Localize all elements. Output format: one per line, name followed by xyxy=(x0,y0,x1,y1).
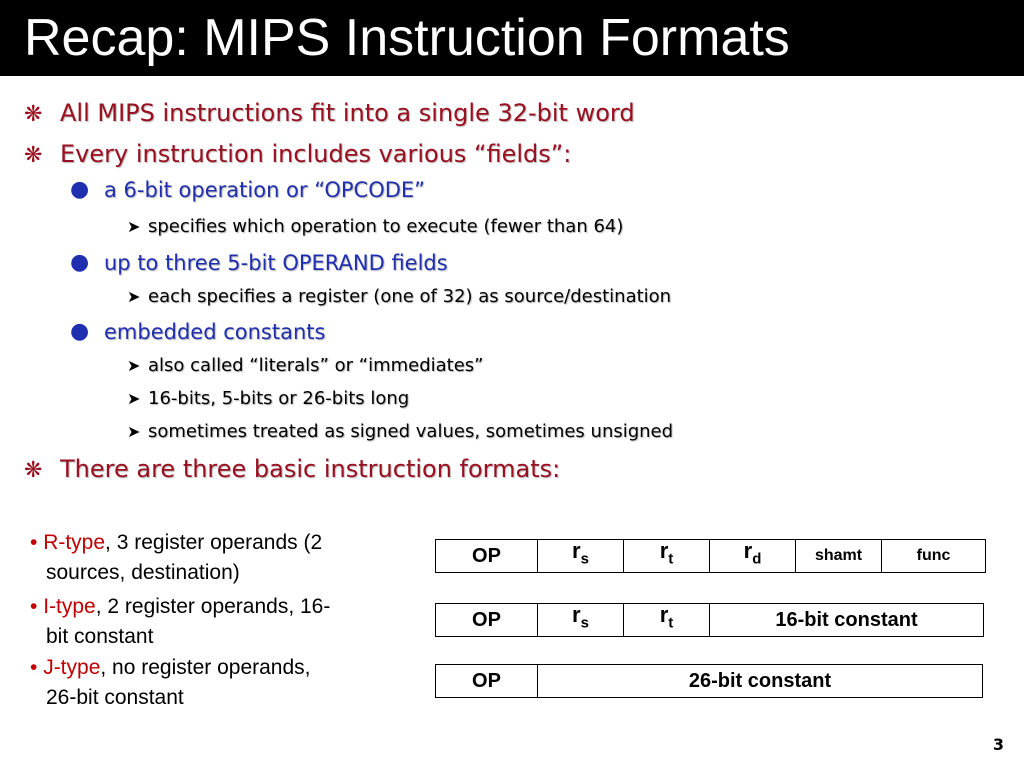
dot-bullet-icon: • xyxy=(30,531,44,554)
shamt-field: shamt xyxy=(796,540,882,573)
j-type-name: J-type xyxy=(43,656,101,679)
dot-bullet-icon: ● xyxy=(70,319,90,344)
bullet-text: embedded constants xyxy=(104,320,326,344)
j-type-desc-line1: , no register operands, xyxy=(100,656,311,679)
dot-bullet-icon: ● xyxy=(70,250,90,275)
op-field: OP xyxy=(436,604,538,637)
r-type-desc-line2: sources, destination) xyxy=(46,561,240,584)
rt-field: $r_t$ xyxy=(624,604,710,637)
rs-field: $r_s$ xyxy=(538,540,624,573)
asterisk-bullet-icon: ❋ xyxy=(24,143,43,168)
constant-field: 16-bit constant xyxy=(710,604,984,637)
rd-field: $r_d$ xyxy=(710,540,796,573)
bullet-text: Every instruction includes various “fields”: xyxy=(60,140,572,168)
op-field: OP xyxy=(436,540,538,573)
asterisk-bullet-icon: ❋ xyxy=(24,102,43,127)
bullet-text: also called “literals” or “immediates” xyxy=(148,355,484,376)
i-type-description xyxy=(30,592,330,652)
r-type-description xyxy=(30,528,322,588)
bullet-text: a 6-bit operation or “OPCODE” xyxy=(104,178,426,202)
arrow-bullet-icon: ➤ xyxy=(127,422,141,441)
op-field: OP xyxy=(436,665,538,698)
i-type-desc-line2: bit constant xyxy=(46,625,154,648)
asterisk-bullet-icon: ❋ xyxy=(24,458,43,483)
arrow-bullet-icon: ➤ xyxy=(127,287,141,306)
bullet-text: 16-bits, 5-bits or 26-bits long xyxy=(148,388,410,409)
rs-field: $r_s$ xyxy=(538,604,624,637)
dot-bullet-icon: • xyxy=(30,656,44,679)
arrow-bullet-icon: ➤ xyxy=(127,217,141,236)
rt-field: $r_t$ xyxy=(624,540,710,573)
dot-bullet-icon: • xyxy=(30,595,44,618)
j-type-description xyxy=(30,653,311,713)
r-type-diagram xyxy=(435,539,986,573)
dot-bullet-icon: ● xyxy=(70,177,90,202)
i-type-diagram xyxy=(435,603,984,637)
bullet-text: There are three basic instruction formats: xyxy=(60,455,561,483)
j-type-desc-line2: 26-bit constant xyxy=(46,686,184,709)
title-bar xyxy=(0,0,1024,76)
bullet-text: each specifies a register (one of 32) as source/destination xyxy=(148,286,672,307)
constant-field: 26-bit constant xyxy=(538,665,983,698)
r-type-name: R-type xyxy=(43,531,106,554)
arrow-bullet-icon: ➤ xyxy=(127,356,141,375)
page-number: 3 xyxy=(992,735,1004,754)
bullet-text: up to three 5-bit OPERAND fields xyxy=(104,251,448,275)
arrow-bullet-icon: ➤ xyxy=(127,389,141,408)
i-type-name: I-type xyxy=(43,595,96,618)
func-field: func xyxy=(882,540,986,573)
bullet-text: All MIPS instructions fit into a single 32-bit word xyxy=(60,99,635,127)
slide-title: Recap: MIPS Instruction Formats xyxy=(24,9,790,67)
i-type-desc-line1: , 2 register operands, 16- xyxy=(95,595,331,618)
j-type-diagram xyxy=(435,664,983,698)
bullet-text: sometimes treated as signed values, sometimes unsigned xyxy=(148,421,674,442)
r-type-desc-line1: , 3 register operands (2 xyxy=(105,531,323,554)
bullet-text: specifies which operation to execute (fewer than 64) xyxy=(148,216,624,237)
